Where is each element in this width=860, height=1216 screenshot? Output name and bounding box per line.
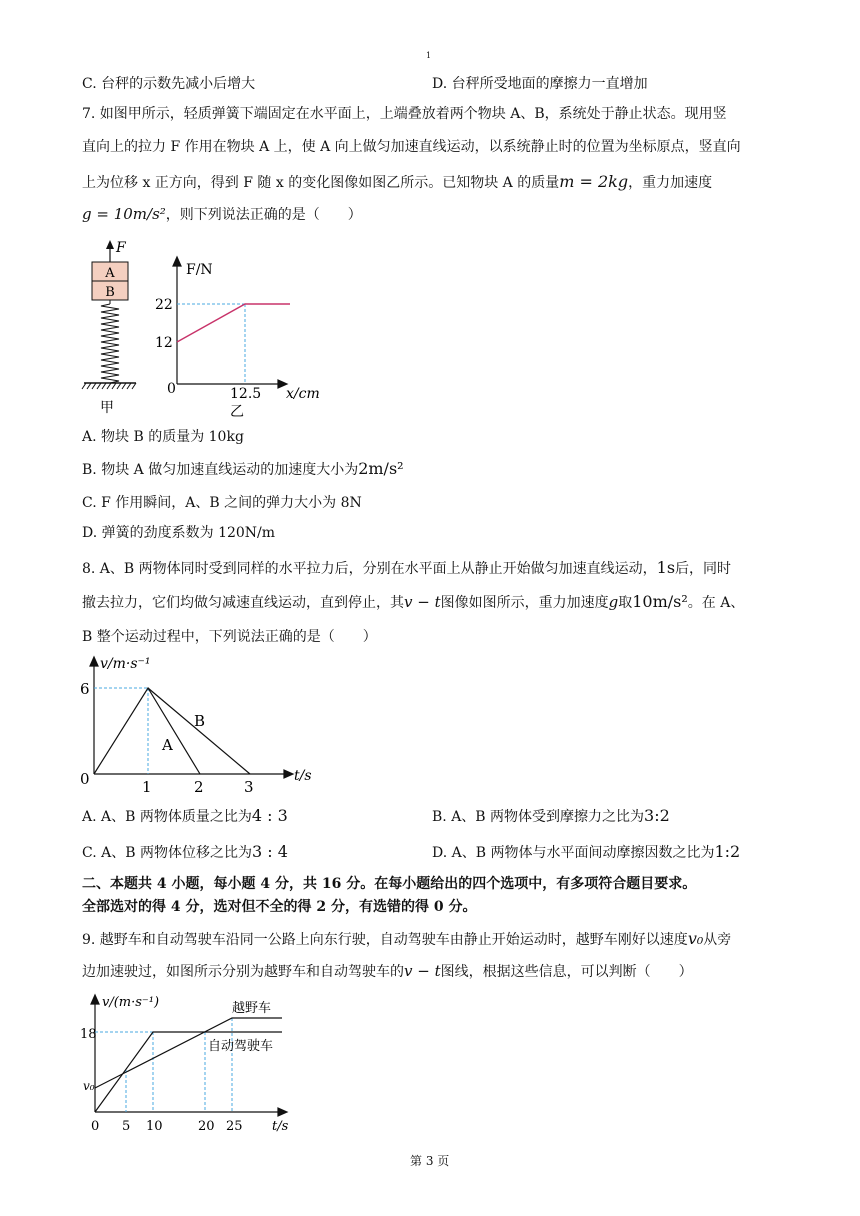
q9-vt: v − t <box>404 962 441 980</box>
q9-v0: v₀ <box>687 929 704 948</box>
label-auto: 自动驾驶车 <box>208 1039 274 1054</box>
label-a: A <box>162 736 173 754</box>
block-b-label: B <box>105 285 115 300</box>
x-axis-label: x/cm <box>286 386 320 402</box>
q9-stem-line2-text: 边加速驶过，如图所示分别为越野车和自动驾驶车的 <box>82 964 404 980</box>
q7-option-c: C. F 作用瞬间，A、B 之间的弹力大小为 8N <box>82 495 362 511</box>
q8-option-a <box>82 806 288 827</box>
q8-gval: 10m/s² <box>632 592 688 611</box>
x-axis-label: t/s <box>294 768 312 784</box>
origin-label: 0 <box>80 770 90 788</box>
q8-g: g <box>608 593 619 611</box>
section2-line2: 全部选对的得 4 分，选对但不全的得 2 分，有选错的得 0 分。 <box>82 899 477 915</box>
q8-option-c <box>82 842 288 863</box>
x-tick-3: 3 <box>244 778 254 796</box>
q8-option-b <box>432 806 670 827</box>
origin-label: 0 <box>91 1119 100 1134</box>
q8-option-d-text: D. A、B 两物体与水平面间动摩擦因数之比为 <box>432 845 715 861</box>
q7-stem-line3 <box>82 172 712 193</box>
q8-stem-line2-mid: 图像如图所示，重力加速度 <box>440 595 609 611</box>
q8-vt: v − t <box>404 593 441 611</box>
q8-stem-line1 <box>82 558 731 579</box>
origin-label: 0 <box>167 381 176 397</box>
q7-stem-line4 <box>82 204 362 225</box>
section2-line1: 二、本题共 4 小题，每小题 4 分，共 16 分。在每小题给出的四个选项中，有多项符合题目要求。 <box>82 876 697 892</box>
q8-stem-line1-tail: 后，同时 <box>675 561 732 577</box>
q8-option-a-text: A. A、B 两物体质量之比为 <box>82 809 252 825</box>
q8-stem-line2 <box>82 592 744 613</box>
page-footer: 第 3 页 <box>410 1154 450 1168</box>
label-b: B <box>194 712 206 730</box>
x-tick-10: 10 <box>146 1119 163 1134</box>
q8-time: 1s <box>656 558 676 577</box>
q7-option-b-value: 2m/s² <box>358 459 404 478</box>
y-tick-12: 12 <box>155 335 173 351</box>
x-tick-20: 20 <box>198 1119 215 1134</box>
q8-stem-line3: B 整个运动过程中，下列说法正确的是（ ） <box>82 629 377 645</box>
y-v0-label: v₀ <box>83 1079 95 1093</box>
q6-option-d: D. 台秤所受地面的摩擦力一直增加 <box>432 76 648 92</box>
x-tick-25: 25 <box>226 1119 243 1134</box>
y-tick-22: 22 <box>155 297 173 313</box>
f-x-line <box>177 304 290 342</box>
line-a <box>94 688 200 774</box>
q8-option-c-text: C. A、B 两物体位移之比为 <box>82 845 252 861</box>
q7-stem-line4-text: ，则下列说法正确的是（ ） <box>165 207 362 223</box>
y-tick-18: 18 <box>80 1027 97 1042</box>
force-arrow <box>106 240 114 262</box>
x-tick-1: 1 <box>142 778 152 796</box>
q7-stem-line3-text: 上为位移 x 正方向，得到 F 随 x 的变化图像如图乙所示。已知物块 A 的质量 <box>82 175 560 191</box>
x-tick-12-5: 12.5 <box>230 386 262 402</box>
q8-stem-line1-text: 8. A、B 两物体同时受到同样的水平拉力后，分别在水平面上从静止开始做匀加速直线运动， <box>82 561 657 577</box>
spring <box>101 300 119 383</box>
caption-jia: 甲 <box>100 400 114 416</box>
y-axis-label: v/(m·s⁻¹) <box>102 995 160 1010</box>
q9-v-t-graph <box>80 990 310 1135</box>
y-axis-label: v/m·s⁻¹ <box>100 656 151 672</box>
q8-option-d-value: 1:2 <box>714 842 741 861</box>
line-b <box>148 688 250 774</box>
ground-hatch <box>82 383 136 389</box>
q9-stem-line2 <box>82 961 693 982</box>
q7-option-b <box>82 459 404 480</box>
figure-yi-f-x-graph <box>155 250 320 420</box>
q8-v-t-graph <box>76 652 326 796</box>
q7-option-a: A. 物块 B 的质量为 10kg <box>82 429 244 445</box>
q8-option-b-text: B. A、B 两物体受到摩擦力之比为 <box>432 809 645 825</box>
q7-stem-line3-tail: ，重力加速度 <box>628 175 713 191</box>
header-mark: 1 <box>426 51 432 60</box>
y-axis-label: F/N <box>186 262 213 278</box>
force-label: F <box>116 240 126 256</box>
figure-jia <box>70 236 160 416</box>
q8-option-b-value: 3:2 <box>644 806 670 825</box>
q7-stem-line2: 直向上的拉力 F 作用在物块 A 上，使 A 向上做匀加速直线运动，以系统静止时的位置为坐标原点，竖直向 <box>82 139 741 155</box>
q8-stem-line2-text: 撤去拉力，它们均做匀减速直线运动，直到停止，其 <box>82 595 404 611</box>
x-tick-5: 5 <box>122 1119 131 1134</box>
x-axis-label: t/s <box>272 1119 289 1134</box>
q8-stem-line2-tail: 。在 A、 <box>687 595 745 611</box>
q8-stem-line2-take: 取 <box>618 595 633 611</box>
q6-option-c: C. 台秤的示数先减小后增大 <box>82 76 256 92</box>
x-tick-2: 2 <box>194 778 204 796</box>
caption-yi: 乙 <box>230 404 244 420</box>
q9-stem-line1-text: 9. 越野车和自动驾驶车沿同一公路上向东行驶，自动驾驶车由静止开始运动时，越野车刚好以速度 <box>82 932 688 948</box>
label-offroad: 越野车 <box>232 1001 272 1016</box>
q9-stem-line1-tail: 从旁 <box>703 932 732 948</box>
q8-option-c-value: 3 : 4 <box>251 842 288 861</box>
q8-option-a-value: 4 : 3 <box>251 806 288 825</box>
q7-mass: m = 2kg <box>559 172 629 191</box>
block-a-label: A <box>105 266 115 281</box>
y-tick-6: 6 <box>80 680 90 698</box>
q7-gravity: g = 10m/s² <box>82 205 166 223</box>
q7-option-b-text: B. 物块 A 做匀加速直线运动的加速度大小为 <box>82 462 359 478</box>
q9-stem-line2-tail: 图线，根据这些信息，可以判断（ ） <box>440 964 693 980</box>
q7-option-d: D. 弹簧的劲度系数为 120N/m <box>82 525 276 541</box>
q9-stem-line1 <box>82 929 731 950</box>
q7-stem-line1: 7. 如图甲所示，轻质弹簧下端固定在水平面上，上端叠放着两个物块 A、B，系统处于静止状态。现用竖 <box>82 106 727 122</box>
q8-option-d <box>432 842 740 863</box>
